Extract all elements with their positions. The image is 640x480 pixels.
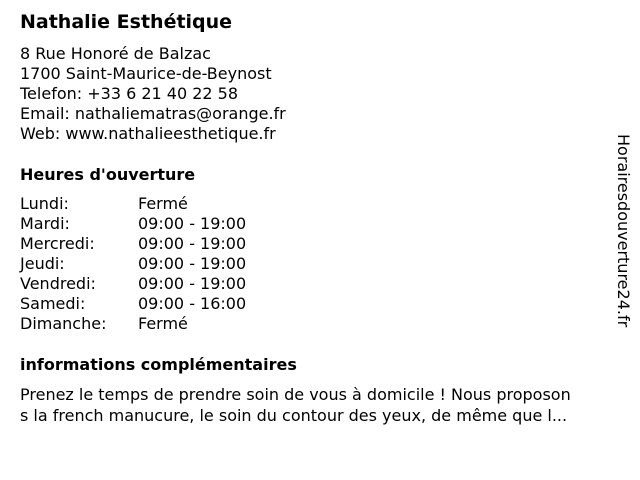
address-city: 1700 Saint-Maurice-de-Beynost [20,64,272,83]
hours-row-jeudi [20,254,246,274]
info-heading: informations complémentaires [20,355,297,374]
hours-day: Mardi: [20,214,70,233]
address-street: 8 Rue Honoré de Balzac [20,44,211,63]
email-line: Email: nathaliematras@orange.fr [20,104,286,123]
hours-row-mardi [20,214,246,234]
hours-time: 09:00 - 19:00 [138,234,247,253]
hours-time: 09:00 - 19:00 [138,274,247,293]
brand-watermark: Horairesdouverture24.fr [614,134,633,328]
hours-time: Fermé [138,194,188,213]
hours-day: Samedi: [20,294,86,313]
hours-row-lundi [20,194,246,214]
hours-time: 09:00 - 19:00 [138,254,247,273]
hours-row-vendredi [20,274,246,294]
hours-day: Dimanche: [20,314,107,333]
description-line: Prenez le temps de prendre soin de vous à domicile ! Nous proposon [20,385,571,404]
hours-row-samedi [20,294,246,314]
hours-time: 09:00 - 19:00 [138,214,247,233]
hours-day: Jeudi: [20,254,65,273]
hours-day: Mercredi: [20,234,95,253]
hours-table [20,194,246,334]
hours-time: 09:00 - 16:00 [138,294,247,313]
contact-block [20,44,286,144]
hours-row-mercredi [20,234,246,254]
phone-line: Telefon: +33 6 21 40 22 58 [20,84,239,103]
description-text [20,384,620,426]
web-line: Web: www.nathalieesthetique.fr [20,124,276,143]
hours-heading: Heures d'ouverture [20,165,196,184]
hours-day: Lundi: [20,194,69,213]
hours-row-dimanche [20,314,246,334]
description-line: s la french manucure, le soin du contour des yeux, de même que l... [20,406,568,425]
hours-time: Fermé [138,314,188,333]
business-name: Nathalie Esthétique [20,11,233,33]
hours-day: Vendredi: [20,274,96,293]
